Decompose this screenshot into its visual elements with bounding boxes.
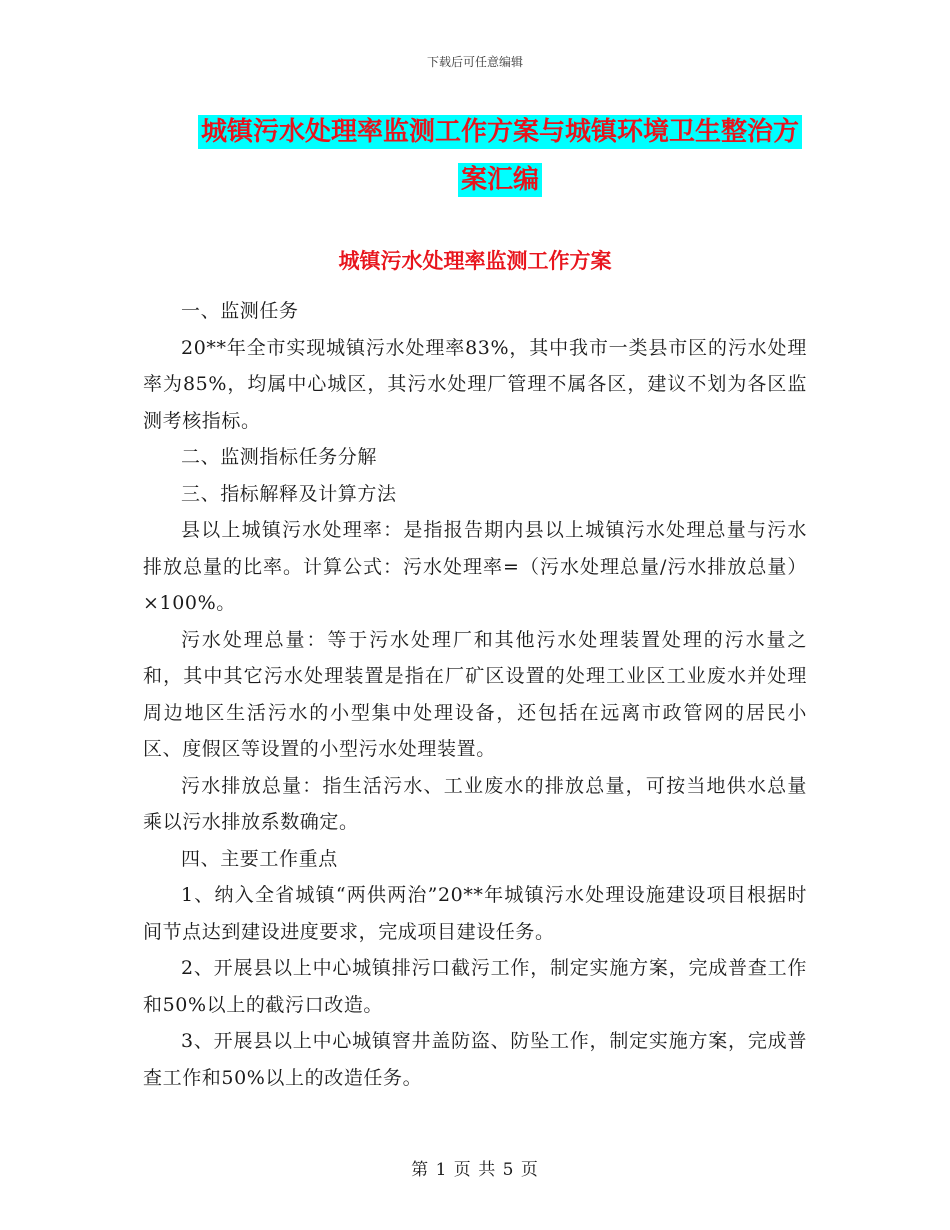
heading-key-work: 四、主要工作重点 <box>181 847 338 870</box>
document-body <box>143 293 807 1096</box>
list-item-3: 3、开展县以上中心城镇窨井盖防盗、防坠工作，制定实施方案，完成普查工作和50%以上的改造任务。 <box>143 1030 807 1089</box>
document-main-title <box>190 108 810 204</box>
main-title-highlight: 城镇污水处理率监测工作方案与城镇环境卫生整治方案汇编 <box>198 115 802 197</box>
heading-monitoring-task: 一、监测任务 <box>181 300 299 322</box>
list-item-2: 2、开展县以上中心城镇排污口截污工作，制定实施方案，完成普查工作和50%以上的截污口改造。 <box>143 957 807 1016</box>
heading-task-breakdown: 二、监测指标任务分解 <box>181 446 378 468</box>
paragraph-task-description: 20**年全市实现城镇污水处理率83%，其中我市一类县市区的污水处理率为85%，均属中心城区，其污水处理厂管理不属各区，建议不划为各区监测考核指标。 <box>143 336 807 432</box>
list-item-1: 1、纳入全省城镇“两供两治”20**年城镇污水处理设施建设项目根据时间节点达到建设进度要求，完成项目建设任务。 <box>143 884 807 943</box>
page-number: 第 1 页 共 5 页 <box>411 1160 539 1180</box>
paragraph-treatment-rate: 县以上城镇污水处理率：是指报告期内县以上城镇污水处理总量与污水排放总量的比率。计算公式：污水处理率=（污水处理总量/污水排放总量）×100%。 <box>143 519 807 614</box>
paragraph-treatment-total: 污水处理总量：等于污水处理厂和其他污水处理装置处理的污水量之和，其中其它污水处理装置是指在厂矿区设置的处理工业区工业废水并处理周边地区生活污水的小型集中处理设备，还包括在远离市政管网的居民小区、度假区等设置的小型污水处理装置。 <box>143 628 807 760</box>
heading-indicator-explanation: 三、指标解释及计算方法 <box>181 482 397 505</box>
section-title: 城镇污水处理率监测工作方案 <box>338 249 612 273</box>
paragraph-discharge-total: 污水排放总量：指生活污水、工业废水的排放总量，可按当地供水总量乘以污水排放系数确定。 <box>143 774 807 833</box>
header-note: 下载后可任意编辑 <box>426 55 523 69</box>
